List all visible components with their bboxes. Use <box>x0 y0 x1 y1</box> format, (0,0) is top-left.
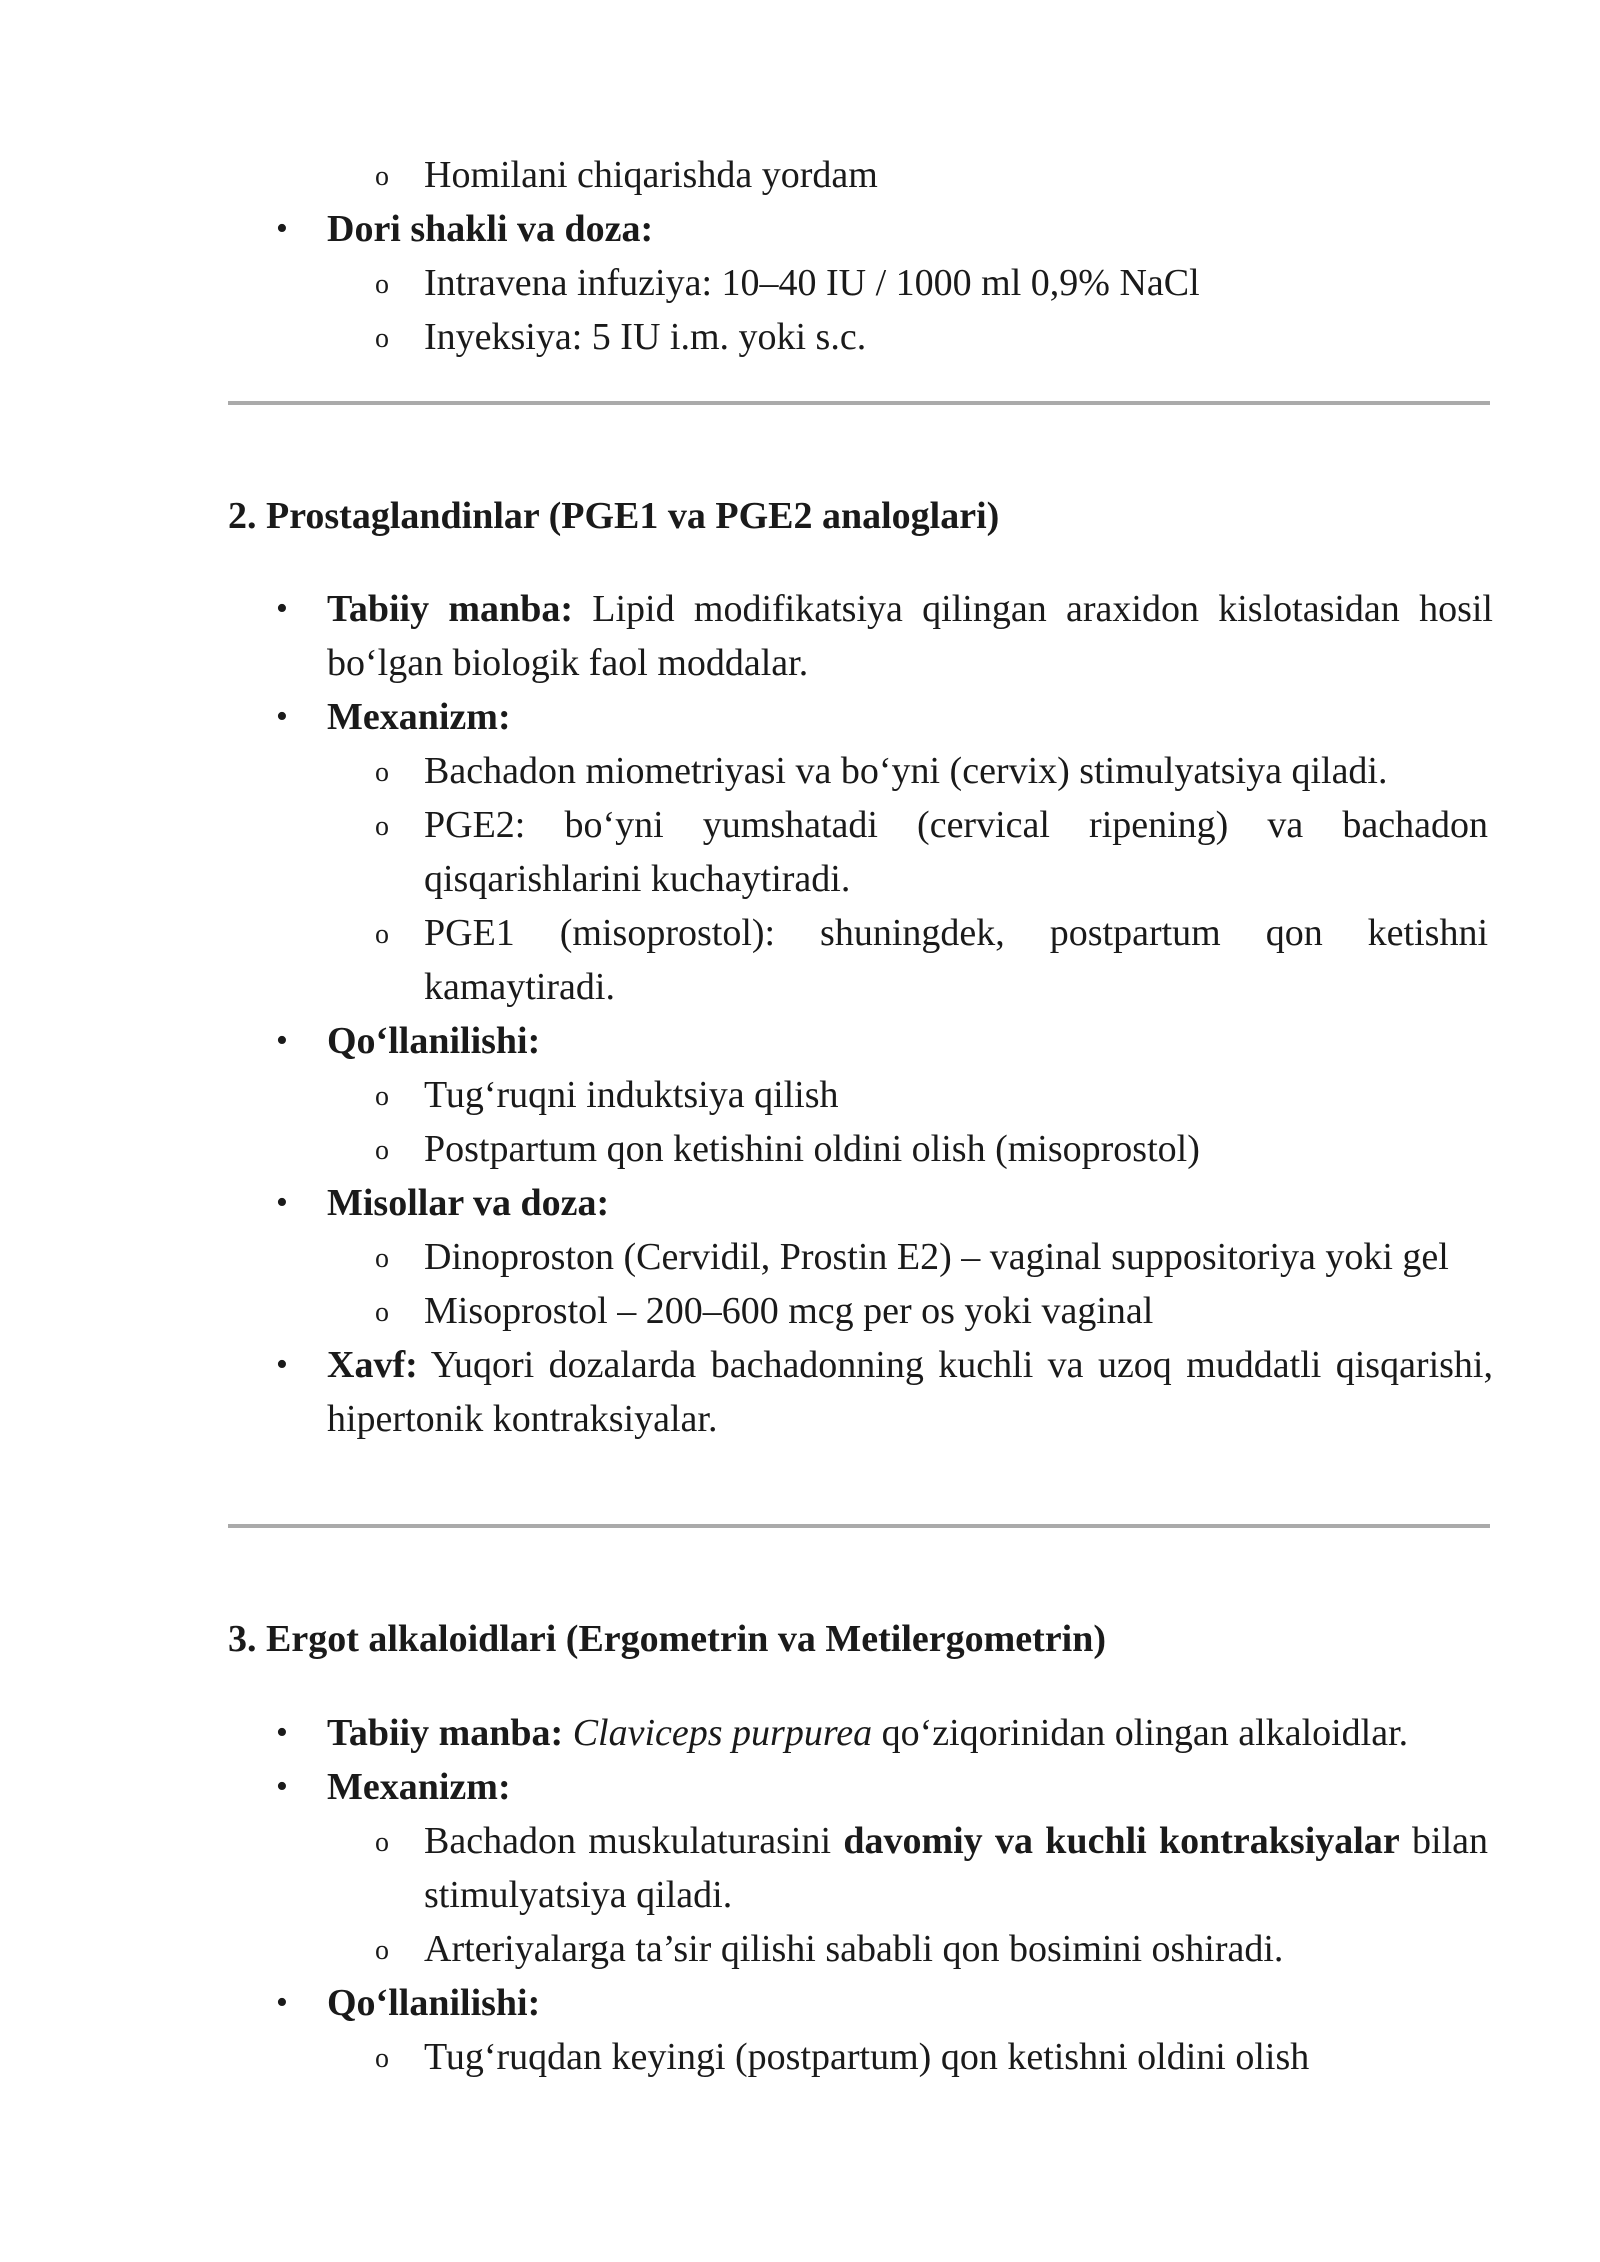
list-item <box>0 798 1600 906</box>
bullet-icon: • <box>276 698 288 735</box>
list-item <box>0 1814 1600 1922</box>
list-item <box>0 1338 1600 1446</box>
section-divider <box>228 401 1490 405</box>
list-item-text: Bachadon muskulaturasini <box>424 1820 844 1862</box>
continuation-block <box>0 148 1600 364</box>
sub-bullet-icon: o <box>375 2043 389 2074</box>
item-text: qo‘ziqorinidan olingan alkaloidlar. <box>872 1712 1409 1754</box>
bullet-icon: • <box>276 590 288 627</box>
sub-bullet-icon: o <box>375 1243 389 1274</box>
bullet-icon: • <box>276 1184 288 1221</box>
list-item <box>0 1014 1600 1068</box>
sub-bullet-icon: o <box>375 323 389 354</box>
item-label: Tabiiy manba: <box>327 1712 564 1754</box>
item-label: Tabiiy manba: <box>327 588 573 630</box>
list-item <box>0 690 1600 744</box>
list-item-text: Tug‘ruqni induktsiya qilish <box>424 1074 839 1116</box>
list-item <box>0 202 1600 256</box>
list-item <box>0 906 1600 1014</box>
item-text: Yuqori dozalarda bachadonning kuchli va uzoq muddatli qisqarishi, hipertonik kontraksiyalar. <box>327 1344 1493 1440</box>
section-heading: 3. Ergot alkaloidlari (Ergometrin va Metilergometrin) <box>228 1618 1107 1660</box>
item-text: Lipid modifikatsiya qilingan araxidon kislotasidan hosil bo‘lgan biologik faol moddalar. <box>327 588 1493 684</box>
list-item-text: Homilani chiqarishda yordam <box>424 154 878 196</box>
list-item-text: Inyeksiya: 5 IU i.m. yoki s.c. <box>424 316 867 358</box>
section-heading: 2. Prostaglandinlar (PGE1 va PGE2 analoglari) <box>228 495 1000 537</box>
sub-bullet-icon: o <box>375 1935 389 1966</box>
item-label: Dori shakli va doza: <box>327 208 654 250</box>
bullet-icon: • <box>276 1768 288 1805</box>
list-item-text: PGE1 (misoprostol): shuningdek, postpartum qon ketishni kamaytiradi. <box>424 912 1488 1008</box>
item-label: Mexanizm: <box>327 1766 511 1808</box>
list-item <box>0 148 1600 202</box>
list-item <box>0 1922 1600 1976</box>
item-label: Xavf: <box>327 1344 418 1386</box>
list-item-text: Dinoproston (Cervidil, Prostin E2) – vaginal suppositoriya yoki gel <box>424 1236 1449 1278</box>
sub-bullet-icon: o <box>375 1135 389 1166</box>
sub-bullet-icon: o <box>375 1827 389 1858</box>
list-item-text: Bachadon miometriyasi va bo‘yni (cervix) stimulyatsiya qiladi. <box>424 750 1388 792</box>
section-divider <box>228 1524 1490 1528</box>
list-item-text: Postpartum qon ketishini oldini olish (misoprostol) <box>424 1128 1200 1170</box>
bullet-icon: • <box>276 1984 288 2021</box>
list-item-text: PGE2: bo‘yni yumshatadi (cervical ripening) va bachadon qisqarishlarini kuchaytiradi. <box>424 804 1488 900</box>
list-item-text: bilan stimulyatsiya qiladi. <box>424 1820 1488 1916</box>
bullet-icon: • <box>276 1022 288 1059</box>
list-item <box>0 1068 1600 1122</box>
sub-bullet-icon: o <box>375 1297 389 1328</box>
section-3-list <box>0 1706 1600 2084</box>
list-item <box>0 256 1600 310</box>
list-item <box>0 1122 1600 1176</box>
bullet-icon: • <box>276 1714 288 1751</box>
italic-term: Claviceps purpurea <box>572 1712 873 1754</box>
sub-bullet-icon: o <box>375 161 389 192</box>
sub-bullet-icon: o <box>375 919 389 950</box>
item-label: Mexanizm: <box>327 696 511 738</box>
list-item-text: Misoprostol – 200–600 mcg per os yoki vaginal <box>424 1290 1154 1332</box>
sub-bullet-icon: o <box>375 269 389 300</box>
emphasis-text: davomiy va kuchli kontraksiyalar <box>843 1820 1400 1862</box>
list-item-text: Intravena infuziya: 10–40 IU / 1000 ml 0,9% NaCl <box>424 262 1200 304</box>
item-label: Qo‘llanilishi: <box>327 1020 541 1062</box>
list-item <box>0 1706 1600 1760</box>
list-item <box>0 1976 1600 2030</box>
bullet-icon: • <box>276 210 288 247</box>
sub-bullet-icon: o <box>375 811 389 842</box>
list-item <box>0 744 1600 798</box>
bullet-icon: • <box>276 1346 288 1383</box>
list-item-text: Arteriyalarga ta’sir qilishi sababli qon bosimini oshiradi. <box>424 1928 1284 1970</box>
list-item <box>0 582 1600 690</box>
list-item <box>0 1176 1600 1230</box>
item-label: Misollar va doza: <box>327 1182 610 1224</box>
list-item <box>0 2030 1600 2084</box>
list-item <box>0 1284 1600 1338</box>
list-item <box>0 1230 1600 1284</box>
sub-bullet-icon: o <box>375 1081 389 1112</box>
section-2-list <box>0 582 1600 1446</box>
item-label: Qo‘llanilishi: <box>327 1982 541 2024</box>
list-item-text: Tug‘ruqdan keyingi (postpartum) qon ketishni oldini olish <box>424 2036 1310 2078</box>
sub-bullet-icon: o <box>375 757 389 788</box>
list-item <box>0 310 1600 364</box>
list-item <box>0 1760 1600 1814</box>
